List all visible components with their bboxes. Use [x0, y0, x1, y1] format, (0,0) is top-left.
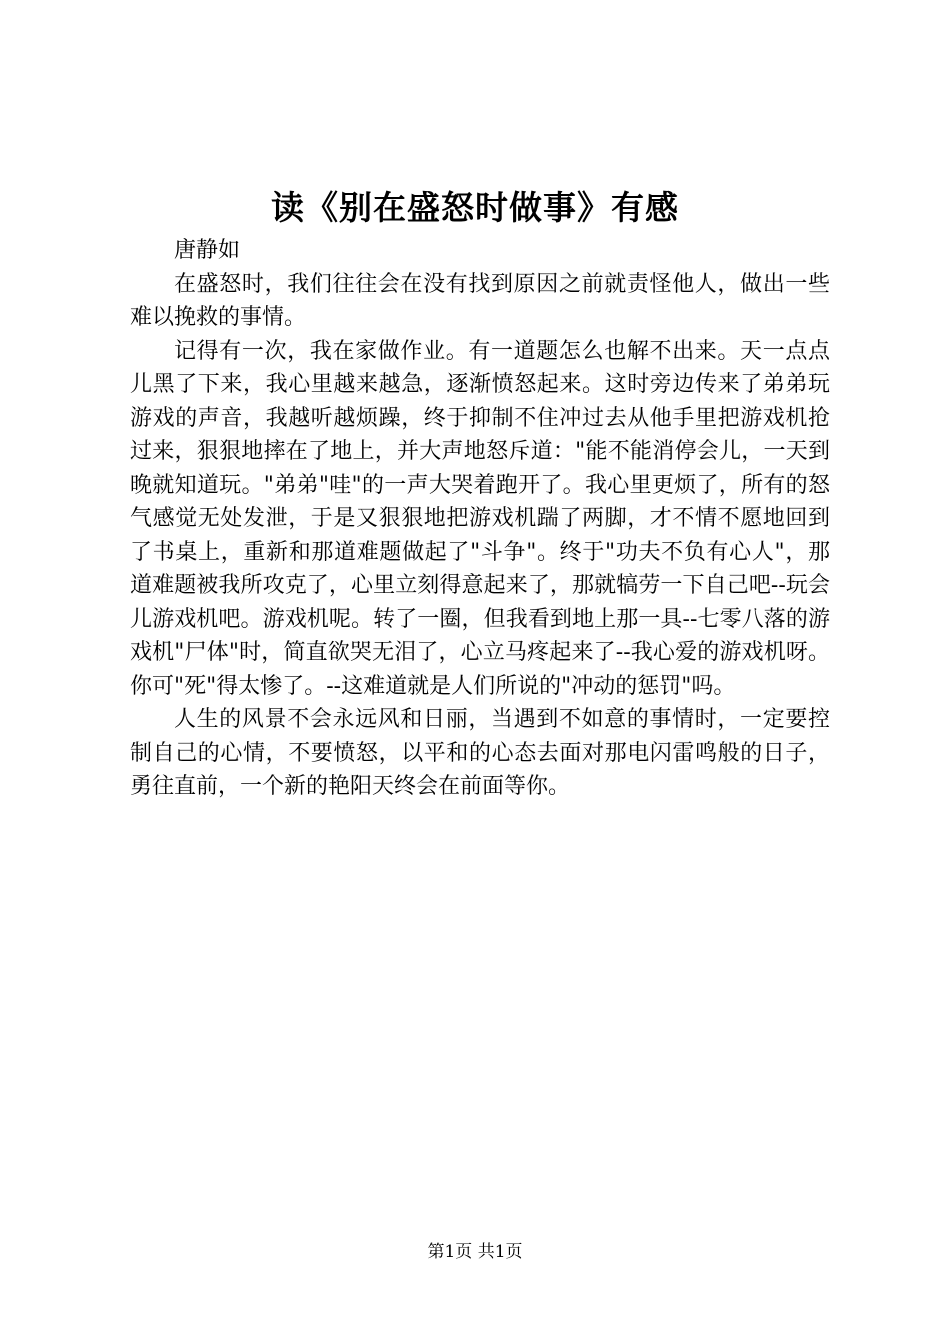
author-name: 唐静如	[174, 238, 241, 263]
page-footer: 第1页 共1页	[427, 1242, 523, 1262]
paragraph-2: 记得有一次，我在家做作业。有一道题怎么也解不出来。天一点点儿黑了下来，我心里越来越急，逐渐愤怒起来。这时旁边传来了弟弟玩游戏的声音，我越听越烦躁，终于抑制不住冲过去从他手里把游戏机抢过来，狠狠地摔在了地上，并大声地怒斥道："能不能消停会儿，一天到晚就知道玩。"弟弟"哇"的一声大哭着跑开了。我心里更烦了，所有的怒气感觉无处发泄，于是又狠狠地把游戏机踹了两脚，才不情不愿地回到了书桌上，重新和那道难题做起了"斗争"。终于"功夫不负有心人"，那道难题被我所攻克了，心里立刻得意起来了，那就犒劳一下自己吧--玩会儿游戏机吧。游戏机呢。转了一圈，但我看到地上那一具--七零八落的游戏机"尸体"时，简直欲哭无泪了，心立马疼起来了--我心爱的游戏机呀。你可"死"得太惨了。--这难道就是人们所说的"冲动的惩罚"吗。	[130, 338, 830, 699]
paragraph-3: 人生的风景不会永远风和日丽，当遇到不如意的事情时，一定要控制自己的心情，不要愤怒，以平和的心态去面对那电闪雷鸣般的日子，勇往直前，一个新的艳阳天终会在前面等你。	[130, 707, 830, 799]
paragraph-1: 在盛怒时，我们往往会在没有找到原因之前就责怪他人，做出一些难以挽救的事情。	[130, 271, 830, 330]
document-title: 读《别在盛怒时做事》有感	[271, 188, 679, 227]
document-body	[130, 234, 830, 804]
